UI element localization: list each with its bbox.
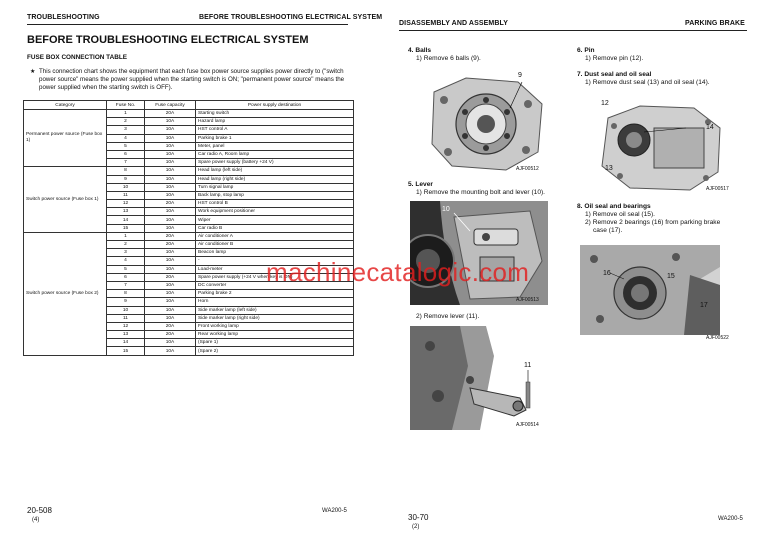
callout-13: 13 bbox=[605, 165, 613, 172]
step-line: 1) Remove 6 balls (9). bbox=[416, 55, 481, 62]
category-cell: Permanent power source (Fuse box 1) bbox=[24, 110, 107, 167]
fuse-number-cell: 14 bbox=[107, 339, 145, 347]
destination-cell: Head lamp (left side) bbox=[196, 167, 354, 175]
callout-9: 9 bbox=[518, 72, 522, 79]
fuse-capacity-cell: 10A bbox=[145, 216, 196, 224]
destination-cell: Side marker lamp (right side) bbox=[196, 314, 354, 322]
figure-bearing-photo bbox=[580, 245, 720, 335]
figure-code: AJF00513 bbox=[516, 297, 539, 303]
fuse-capacity-cell: 20A bbox=[145, 273, 196, 281]
step-title: 6. Pin bbox=[577, 47, 595, 54]
destination-cell: Side marker lamp (left side) bbox=[196, 306, 354, 314]
step-line: 1) Remove dust seal (13) and oil seal (14). bbox=[585, 79, 710, 86]
page-title: BEFORE TROUBLESHOOTING ELECTRICAL SYSTEM bbox=[27, 34, 309, 46]
step-line: 2) Remove lever (11). bbox=[416, 313, 480, 320]
fuse-capacity-cell: 10A bbox=[145, 142, 196, 150]
star-icon: ★ bbox=[30, 68, 36, 75]
fuse-number-cell: 13 bbox=[107, 208, 145, 216]
fuse-capacity-cell: 10A bbox=[145, 118, 196, 126]
destination-cell: (Spare 1) bbox=[196, 339, 354, 347]
fuse-capacity-cell: 10A bbox=[145, 290, 196, 298]
fuse-capacity-cell: 10A bbox=[145, 134, 196, 142]
fuse-capacity-cell: 20A bbox=[145, 322, 196, 330]
left-header-chapter: BEFORE TROUBLESHOOTING ELECTRICAL SYSTEM bbox=[199, 14, 383, 21]
fuse-number-cell: 9 bbox=[107, 175, 145, 183]
step-line: 2) Remove 2 bearings (16) from parking brake bbox=[585, 219, 721, 226]
fuse-capacity-cell: 10A bbox=[145, 159, 196, 167]
right-header-section: DISASSEMBLY AND ASSEMBLY bbox=[399, 20, 508, 27]
fuse-capacity-cell: 10A bbox=[145, 281, 196, 289]
figure-code: AJF00517 bbox=[706, 186, 729, 192]
destination-cell: HST control A bbox=[196, 126, 354, 134]
destination-cell: Load-meter bbox=[196, 265, 354, 273]
fuse-capacity-cell: 10A bbox=[145, 339, 196, 347]
destination-cell: DC converter bbox=[196, 281, 354, 289]
destination-cell: Back lamp, stop lamp bbox=[196, 191, 354, 199]
fuse-number-cell: 4 bbox=[107, 134, 145, 142]
step-4-balls bbox=[408, 47, 568, 63]
destination-cell: Spare power supply (+24 V when key is ON) bbox=[196, 273, 354, 281]
fuse-capacity-cell: 10A bbox=[145, 249, 196, 257]
table-body bbox=[24, 110, 354, 356]
fuse-connection-table bbox=[23, 100, 354, 356]
fuse-number-cell: 5 bbox=[107, 142, 145, 150]
destination-cell: - bbox=[196, 257, 354, 265]
destination-cell: Meter, panel bbox=[196, 142, 354, 150]
destination-cell: HST control B bbox=[196, 200, 354, 208]
fuse-capacity-cell: 20A bbox=[145, 110, 196, 118]
fuse-number-cell: 4 bbox=[107, 257, 145, 265]
callout-15: 15 bbox=[667, 273, 675, 280]
destination-cell: Car radio B bbox=[196, 224, 354, 232]
fuse-capacity-cell: 20A bbox=[145, 331, 196, 339]
destination-cell: Starting switch bbox=[196, 110, 354, 118]
right-model-name: WA200-5 bbox=[718, 516, 743, 522]
fuse-capacity-cell: 10A bbox=[145, 347, 196, 355]
fuse-capacity-cell: 10A bbox=[145, 257, 196, 265]
step-6-pin bbox=[577, 47, 757, 63]
category-cell: Switch power source (Fuse box 1) bbox=[24, 167, 107, 233]
step-line: 1) Remove pin (12). bbox=[585, 55, 644, 62]
fuse-capacity-cell: 10A bbox=[145, 298, 196, 306]
fuse-number-cell: 2 bbox=[107, 241, 145, 249]
figure-code: AJF00514 bbox=[516, 422, 539, 428]
figure-lever-photo bbox=[410, 201, 548, 305]
figure-lever-11-photo bbox=[410, 326, 548, 430]
category-cell: Switch power source (Fuse box 2) bbox=[24, 232, 107, 355]
destination-cell: Front working lamp bbox=[196, 322, 354, 330]
fuse-number-cell: 1 bbox=[107, 232, 145, 240]
step-title: 4. Balls bbox=[408, 47, 432, 54]
fuse-number-cell: 15 bbox=[107, 224, 145, 232]
right-page-number: 30-70 bbox=[408, 513, 429, 522]
callout-16: 16 bbox=[603, 270, 611, 277]
left-page-revision: (4) bbox=[32, 517, 40, 523]
destination-cell: Turn signal lamp bbox=[196, 183, 354, 191]
fuse-capacity-cell: 10A bbox=[145, 314, 196, 322]
destination-cell: Car radio A, Room lamp bbox=[196, 150, 354, 158]
figure-code: AJF00522 bbox=[706, 335, 729, 341]
table-row bbox=[24, 232, 354, 240]
fuse-number-cell: 7 bbox=[107, 159, 145, 167]
figure-code: AJF00512 bbox=[516, 166, 539, 172]
destination-cell: Rear working lamp bbox=[196, 331, 354, 339]
right-page-revision: (2) bbox=[412, 524, 420, 530]
callout-14: 14 bbox=[706, 124, 714, 131]
column-header: Category bbox=[24, 101, 107, 110]
right-header-chapter: PARKING BRAKE bbox=[685, 20, 745, 27]
column-header: Fuse No. bbox=[107, 101, 145, 110]
step-line-continued: case (17). bbox=[593, 227, 623, 234]
section-title: FUSE BOX CONNECTION TABLE bbox=[27, 54, 128, 61]
callout-10: 10 bbox=[442, 206, 450, 213]
fuse-capacity-cell: 20A bbox=[145, 200, 196, 208]
callout-11: 11 bbox=[524, 362, 532, 369]
table-row bbox=[24, 167, 354, 175]
fuse-number-cell: 9 bbox=[107, 298, 145, 306]
fuse-number-cell: 14 bbox=[107, 216, 145, 224]
fuse-capacity-cell: 10A bbox=[145, 183, 196, 191]
fuse-number-cell: 10 bbox=[107, 306, 145, 314]
fuse-number-cell: 12 bbox=[107, 322, 145, 330]
destination-cell: Air conditioner B bbox=[196, 241, 354, 249]
fuse-number-cell: 3 bbox=[107, 249, 145, 257]
destination-cell: Air conditioner A bbox=[196, 232, 354, 240]
step-7-dust-seal bbox=[577, 71, 757, 87]
step-title: 8. Oil seal and bearings bbox=[577, 203, 651, 210]
step-8-oil-seal bbox=[577, 203, 762, 235]
fuse-capacity-cell: 10A bbox=[145, 265, 196, 273]
callout-12: 12 bbox=[601, 100, 609, 107]
step-5-lever bbox=[408, 181, 583, 197]
fuse-number-cell: 6 bbox=[107, 273, 145, 281]
destination-cell: Parking brake 2 bbox=[196, 290, 354, 298]
fuse-number-cell: 3 bbox=[107, 126, 145, 134]
right-page bbox=[384, 0, 768, 543]
fuse-capacity-cell: 10A bbox=[145, 175, 196, 183]
fuse-number-cell: 11 bbox=[107, 191, 145, 199]
fuse-number-cell: 2 bbox=[107, 118, 145, 126]
step-5-remove-lever-11 bbox=[408, 313, 578, 321]
fuse-capacity-cell: 10A bbox=[145, 191, 196, 199]
fuse-number-cell: 10 bbox=[107, 183, 145, 191]
table-row bbox=[24, 110, 354, 118]
right-header-rule bbox=[399, 30, 747, 31]
destination-cell: Horn bbox=[196, 298, 354, 306]
destination-cell: (Spare 2) bbox=[196, 347, 354, 355]
watermark-text: machinecatalogic.com bbox=[266, 257, 530, 287]
note-paragraph bbox=[30, 68, 360, 92]
left-page-number: 20-508 bbox=[27, 506, 52, 515]
table-header-row bbox=[24, 101, 354, 110]
left-model-name: WA200-5 bbox=[322, 508, 347, 514]
fuse-number-cell: 5 bbox=[107, 265, 145, 273]
fuse-capacity-cell: 10A bbox=[145, 224, 196, 232]
figure-balls-photo bbox=[426, 74, 546, 174]
destination-cell: Wiper bbox=[196, 216, 354, 224]
step-line: 1) Remove the mounting bolt and lever (10). bbox=[416, 189, 546, 196]
column-header: Power supply destination bbox=[196, 101, 354, 110]
fuse-number-cell: 11 bbox=[107, 314, 145, 322]
fuse-number-cell: 8 bbox=[107, 167, 145, 175]
fuse-capacity-cell: 10A bbox=[145, 208, 196, 216]
step-title: 7. Dust seal and oil seal bbox=[577, 71, 652, 78]
step-title: 5. Lever bbox=[408, 181, 433, 188]
callout-17: 17 bbox=[700, 302, 708, 309]
step-line: 1) Remove oil seal (15). bbox=[585, 211, 655, 218]
destination-cell: Head lamp (right side) bbox=[196, 175, 354, 183]
left-header-rule bbox=[27, 24, 348, 25]
fuse-number-cell: 7 bbox=[107, 281, 145, 289]
fuse-capacity-cell: 10A bbox=[145, 150, 196, 158]
fuse-capacity-cell: 10A bbox=[145, 126, 196, 134]
destination-cell: Beacon lamp bbox=[196, 249, 354, 257]
destination-cell: Parking brake 1 bbox=[196, 134, 354, 142]
fuse-number-cell: 15 bbox=[107, 347, 145, 355]
fuse-capacity-cell: 10A bbox=[145, 167, 196, 175]
destination-cell: Spare power supply (battery +24 V) bbox=[196, 159, 354, 167]
fuse-number-cell: 6 bbox=[107, 150, 145, 158]
figure-seal-photo bbox=[594, 98, 730, 194]
destination-cell: Work equipment positioner bbox=[196, 208, 354, 216]
fuse-number-cell: 8 bbox=[107, 290, 145, 298]
fuse-capacity-cell: 20A bbox=[145, 241, 196, 249]
fuse-capacity-cell: 20A bbox=[145, 232, 196, 240]
column-header: Fuse capacity bbox=[145, 101, 196, 110]
left-header-section: TROUBLESHOOTING bbox=[27, 14, 100, 21]
fuse-number-cell: 1 bbox=[107, 110, 145, 118]
note-text: This connection chart shows the equipment that each fuse box power source supplies power directly to ("switch power source" means the power supplied when the starting switch is ON; "permanent power source" means the power supplied when the starting switch is OFF). bbox=[39, 68, 345, 91]
destination-cell: Hazard lamp bbox=[196, 118, 354, 126]
fuse-capacity-cell: 10A bbox=[145, 306, 196, 314]
fuse-number-cell: 13 bbox=[107, 331, 145, 339]
fuse-number-cell: 12 bbox=[107, 200, 145, 208]
